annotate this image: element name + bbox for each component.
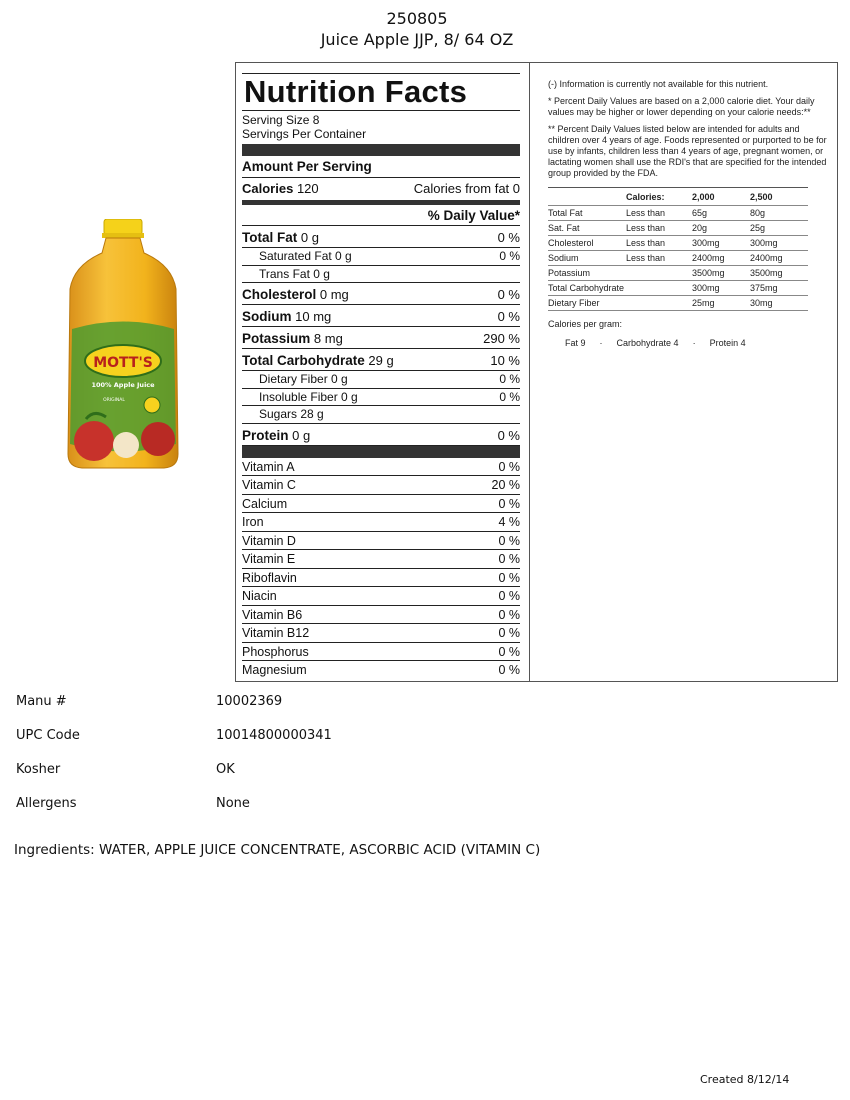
dv-table-cell: 300mg	[750, 236, 808, 251]
vitamin-row	[242, 513, 520, 532]
vitamin-row	[242, 606, 520, 625]
vitamin-row	[242, 532, 520, 551]
nutrient-label	[242, 349, 394, 370]
dv-table-cell: Potassium	[548, 266, 626, 281]
nutrition-facts	[242, 63, 520, 680]
vitamin-name: Phosphorus	[242, 644, 309, 659]
nutrient-name: Potassium	[242, 331, 311, 346]
bottle-cap	[104, 219, 142, 235]
dv-table-cell: Less than	[626, 236, 692, 251]
nutrient-name: Dietary Fiber 0 g	[259, 372, 348, 386]
vitamin-percent: 0 %	[498, 459, 520, 474]
info-value: None	[216, 796, 250, 811]
vitamin-row	[242, 643, 520, 662]
nutrition-facts-title: Nutrition Facts	[242, 73, 520, 110]
cpg-separator: ·	[692, 338, 696, 348]
nutrient-label	[259, 266, 330, 283]
nutrient-name: Total Carbohydrate	[242, 353, 365, 368]
nutrient-row	[242, 406, 520, 424]
vitamin-name: Riboflavin	[242, 570, 297, 585]
dv-table-row	[548, 236, 808, 251]
created-date: Created 8/12/14	[700, 1073, 790, 1086]
page-header	[0, 8, 834, 50]
vitamin-percent: 0 %	[498, 552, 520, 566]
nutrient-row	[242, 424, 520, 446]
dv-table-cell	[626, 296, 692, 311]
nutrient-percent: 0 %	[499, 372, 520, 386]
dv-table-header	[548, 188, 808, 206]
vitamin-name: Calcium	[242, 496, 288, 511]
vitamin-percent: 0 %	[498, 626, 520, 640]
dv-table-cell: 2400mg	[750, 251, 808, 266]
nutrient-amount: 8 mg	[313, 331, 343, 346]
product-bottle-image	[66, 219, 180, 469]
nutrient-percent: 0 %	[497, 287, 520, 302]
dv-table-cell: 25mg	[692, 296, 750, 311]
vitamin-row	[242, 495, 520, 514]
dv-table-cell: 65g	[692, 206, 750, 221]
calories-per-gram	[548, 338, 833, 349]
calories-value: 120	[296, 181, 319, 196]
nutrient-amount: 29 g	[368, 353, 394, 368]
dv-table-cell: Sodium	[548, 251, 626, 266]
daily-value-table	[548, 187, 808, 311]
product-title: Juice Apple JJP, 8/ 64 OZ	[320, 30, 514, 49]
info-label: Manu #	[16, 694, 67, 709]
calories-from-fat: Calories from fat 0	[413, 181, 520, 196]
nutrient-percent: 0 %	[497, 427, 520, 443]
nutrient-row	[242, 226, 520, 248]
calories-label: Calories	[242, 181, 294, 196]
panel-divider	[529, 63, 530, 681]
amount-per-serving: Amount Per Serving	[242, 156, 520, 178]
nutrient-amount: 10 mg	[295, 309, 332, 324]
vitamin-percent: 0 %	[498, 533, 520, 548]
nutrient-row	[242, 283, 520, 305]
vitamin-percent: 0 %	[498, 663, 520, 677]
dv-table-row	[548, 296, 808, 311]
thick-divider	[242, 446, 520, 458]
vitamin-name: Magnesium	[242, 663, 307, 677]
vitamin-name: Vitamin C	[242, 478, 296, 492]
dv-table-cell: 30mg	[750, 296, 808, 311]
dv-table-cell: 80g	[750, 206, 808, 221]
vitamin-row	[242, 569, 520, 588]
dv-table-cell	[626, 281, 692, 296]
dv-table-cell: 300mg	[692, 281, 750, 296]
nutrient-amount: 0 g	[292, 427, 311, 443]
dv-table-cell: 3500mg	[692, 266, 750, 281]
brand-logo-text: MOTT'S	[93, 355, 153, 371]
vitamin-name: Niacin	[242, 589, 277, 603]
dv-table-row	[548, 221, 808, 236]
dv-table-cell: Less than	[626, 251, 692, 266]
dv-table-row	[548, 206, 808, 221]
nutrient-row	[242, 327, 520, 349]
nutrient-row	[242, 389, 520, 407]
adult-note: ** Percent Daily Values listed below are intended for adults and children over 4 years of age. Foods represented or purported to be for use by infants, children less than 4 years of age, pregnant women, or lactating women shall use the RDI's that are specified for the intended group provided by the FDA.	[548, 124, 827, 178]
vitamin-name: Iron	[242, 515, 264, 529]
dv-table-cell: Sat. Fat	[548, 221, 626, 236]
nutrient-label	[259, 248, 352, 265]
item-code: 250805	[386, 9, 448, 28]
cpg-fat: Fat 9	[565, 338, 586, 348]
nutrient-label	[259, 389, 358, 406]
dv-table-header-cell: 2,500	[750, 188, 808, 206]
vitamin-name: Vitamin B12	[242, 626, 310, 640]
vitamin-list	[242, 458, 520, 680]
dv-table-cell: Dietary Fiber	[548, 296, 626, 311]
nutrient-name: Cholesterol	[242, 287, 317, 302]
servings-per-container: Servings Per Container	[242, 127, 367, 141]
vitamin-row	[242, 624, 520, 643]
nutrient-row	[242, 371, 520, 389]
dv-table-header-cell: 2,000	[692, 188, 750, 206]
nutrient-name: Trans Fat 0 g	[259, 266, 330, 281]
dv-table-cell: Less than	[626, 221, 692, 236]
nutrient-row	[242, 266, 520, 284]
vitamin-name: Vitamin A	[242, 459, 295, 474]
nutrient-list	[242, 226, 520, 446]
info-value: 10002369	[216, 694, 283, 709]
dv-table-cell: 300mg	[692, 236, 750, 251]
dv-table-cell: 3500mg	[750, 266, 808, 281]
nutrient-amount: 0 g	[300, 230, 319, 245]
nutrient-percent: 0 %	[499, 389, 520, 404]
dv-table-row	[548, 251, 808, 266]
dv-table-cell: 375mg	[750, 281, 808, 296]
vitamin-percent: 0 %	[498, 607, 520, 622]
nutrient-label	[259, 406, 324, 423]
info-value: 10014800000341	[216, 728, 332, 743]
nutrient-percent: 0 %	[497, 230, 520, 245]
serving-size: Serving Size 8	[242, 113, 320, 127]
calories-per-gram-label: Calories per gram:	[548, 319, 623, 329]
dv-table-row	[548, 281, 808, 296]
dv-table-row	[548, 266, 808, 281]
dv-table-header-cell	[548, 188, 626, 206]
vitamin-percent: 4 %	[498, 515, 520, 529]
nutrient-name: Saturated Fat 0 g	[259, 249, 352, 263]
dv-table-cell: 25g	[750, 221, 808, 236]
cpg-carbohydrate: Carbohydrate 4	[616, 338, 679, 348]
info-label: UPC Code	[16, 728, 80, 743]
nutrient-name: Sodium	[242, 309, 292, 324]
nutrient-label	[242, 226, 319, 247]
vitamin-row	[242, 550, 520, 569]
pdv-note: * Percent Daily Values are based on a 2,000 calorie diet. Your daily values may be higher or lower depending on your calorie needs:**	[548, 96, 815, 117]
nutrient-name: Protein	[242, 427, 289, 443]
vitamin-percent: 0 %	[498, 644, 520, 659]
svg-text:100% Apple Juice: 100% Apple Juice	[91, 381, 155, 389]
nutrient-label	[242, 424, 310, 445]
info-label: Allergens	[16, 796, 77, 811]
na-note: (-) Information is currently not available for this nutrient.	[548, 79, 769, 89]
serving-info	[242, 110, 520, 141]
nutrient-percent: 290 %	[483, 331, 520, 346]
nutrient-name: Total Fat	[242, 230, 298, 245]
nutrient-label	[242, 283, 349, 304]
nutrient-percent: 0 %	[497, 309, 520, 324]
nutrient-label	[259, 371, 348, 388]
nutrient-amount: 0 mg	[319, 287, 349, 302]
nutrient-label	[242, 305, 331, 326]
daily-value-header: % Daily Value*	[242, 205, 520, 226]
nutrient-name: Sugars 28 g	[259, 407, 324, 421]
dv-table-cell: 20g	[692, 221, 750, 236]
nutrition-panel	[235, 62, 838, 682]
nutrient-name: Insoluble Fiber 0 g	[259, 389, 358, 404]
nutrient-percent: 0 %	[499, 249, 520, 263]
ingredients: Ingredients: WATER, APPLE JUICE CONCENTRATE, ASCORBIC ACID (VITAMIN C)	[14, 842, 541, 858]
vitamin-row	[242, 587, 520, 606]
thick-divider	[242, 144, 520, 156]
cpg-separator: ·	[599, 338, 603, 348]
dv-table-cell: Total Carbohydrate	[548, 281, 626, 296]
info-value: OK	[216, 762, 235, 777]
calories-row	[242, 178, 520, 200]
dv-table-cell: Less than	[626, 206, 692, 221]
vitamin-row	[242, 661, 520, 680]
vitamin-row	[242, 476, 520, 495]
dv-table-cell: Total Fat	[548, 206, 626, 221]
daily-value-notes	[548, 79, 833, 349]
dv-table-cell: 2400mg	[692, 251, 750, 266]
vitamin-percent: 0 %	[498, 589, 520, 603]
nutrient-percent: 10 %	[490, 353, 520, 368]
apple-graphic	[74, 421, 114, 461]
svg-text:ORIGINAL: ORIGINAL	[103, 398, 125, 403]
nutrient-row	[242, 349, 520, 371]
nutrient-row	[242, 305, 520, 327]
info-label: Kosher	[16, 762, 61, 777]
vitamin-name: Vitamin E	[242, 552, 296, 566]
nutrient-row	[242, 248, 520, 266]
nutrient-label	[242, 327, 343, 348]
vitamin-name: Vitamin B6	[242, 607, 303, 622]
dv-table-header-cell: Calories:	[626, 188, 692, 206]
vitamin-percent: 0 %	[498, 570, 520, 585]
vitamin-percent: 0 %	[498, 496, 520, 511]
cpg-protein: Protein 4	[709, 338, 746, 348]
dv-table-cell	[626, 266, 692, 281]
vitamin-name: Vitamin D	[242, 533, 296, 548]
vitamin-percent: 20 %	[491, 478, 520, 492]
dv-table-cell: Cholesterol	[548, 236, 626, 251]
vitamin-row	[242, 458, 520, 477]
